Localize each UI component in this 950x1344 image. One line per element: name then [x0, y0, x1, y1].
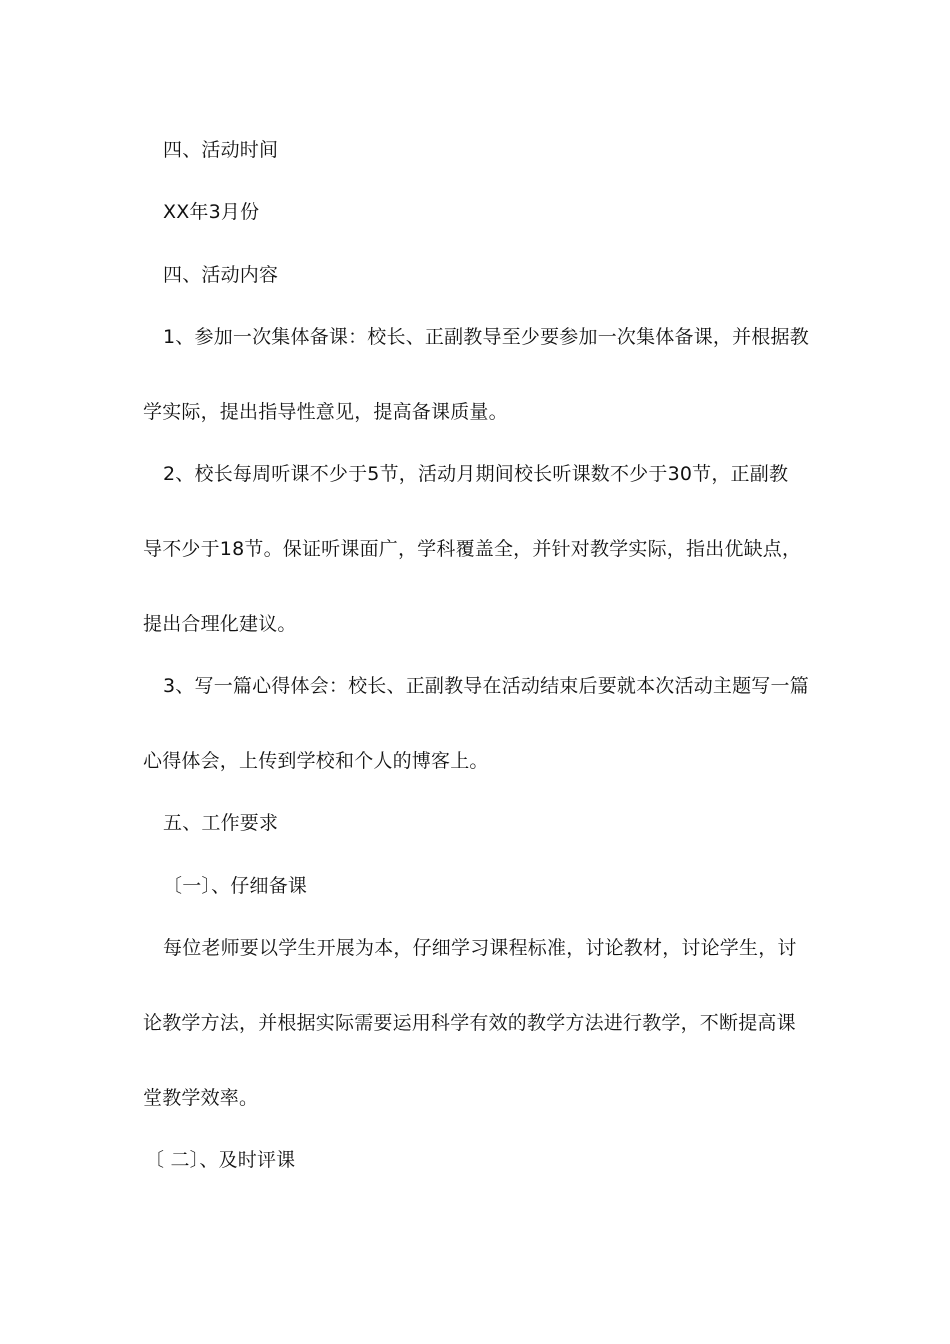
section-heading-activity-content: 四、活动内容 [163, 264, 279, 286]
paragraph-line: 心得体会，上传到学校和个人的博客上。 [143, 750, 489, 772]
activity-time-value: XX年3月份 [163, 201, 260, 223]
subsection-heading-careful-preparation: 〔一〕、仔细备课 [163, 875, 308, 897]
paragraph-line: 学实际，提出指导性意见，提高备课质量。 [143, 401, 508, 423]
paragraph-line: 每位老师要以学生开展为本，仔细学习课程标准，讨论教材，讨论学生，讨 [163, 937, 797, 959]
paragraph-line: 论教学方法，并根据实际需要运用科学有效的教学方法进行教学，不断提高课 [143, 1012, 796, 1034]
paragraph-line: 导不少于18节。保证听课面广，学科覆盖全，并针对教学实际，指出优缺点， [143, 538, 802, 560]
paragraph-line: 2、校长每周听课不少于5节，活动月期间校长听课数不少于30节，正副教 [163, 463, 789, 485]
paragraph-line: 3、写一篇心得体会：校长、正副教导在活动结束后要就本次活动主题写一篇 [163, 675, 809, 697]
section-heading-activity-time: 四、活动时间 [163, 139, 279, 161]
paragraph-line: 提出合理化建议。 [143, 613, 297, 635]
section-heading-work-requirements: 五、工作要求 [163, 812, 279, 834]
paragraph-line: 1、参加一次集体备课：校长、正副教导至少要参加一次集体备课，并根据教 [163, 326, 809, 348]
paragraph-line: 堂教学效率。 [143, 1087, 259, 1109]
subsection-heading-timely-evaluation: 〔 二〕、及时评课 [145, 1149, 296, 1171]
